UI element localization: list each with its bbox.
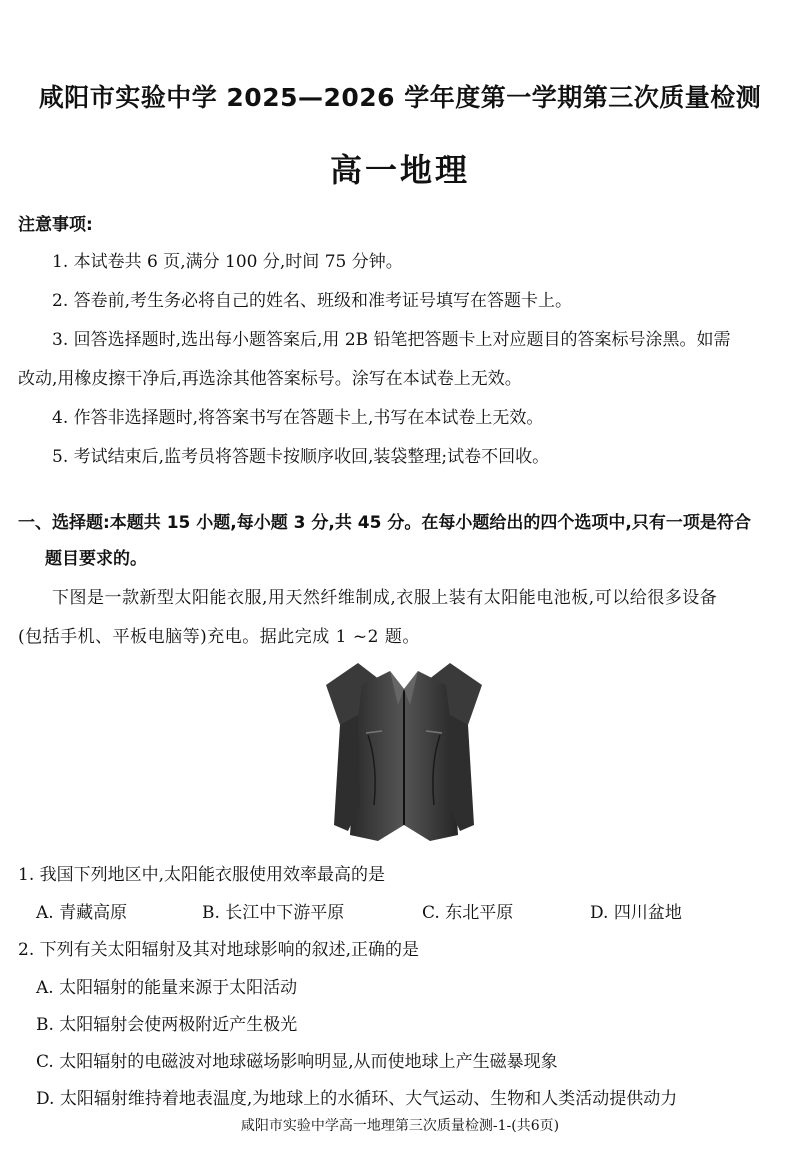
question-option: D. 太阳辐射维持着地表温度,为地球上的水循环、大气运动、生物和人类活动提供动力 [36, 1089, 678, 1109]
notice-heading: 注意事项: [18, 215, 93, 235]
question-option: A. 青藏高原 [36, 903, 128, 923]
exam-title: 咸阳市实验中学 2025—2026 学年度第一学期第三次质量检测 [38, 83, 762, 112]
notice-item: 4. 作答非选择题时,将答案书写在答题卡上,书写在本试卷上无效。 [52, 408, 544, 428]
question-option: B. 太阳辐射会使两极附近产生极光 [36, 1015, 298, 1035]
material-intro: (包括手机、平板电脑等)充电。据此完成 1 ~2 题。 [18, 627, 420, 647]
subject-title: 高一地理 [329, 151, 470, 189]
notice-item: 1. 本试卷共 6 页,满分 100 分,时间 75 分钟。 [52, 252, 403, 272]
question-stem: 1. 我国下列地区中,太阳能衣服使用效率最高的是 [18, 865, 386, 885]
notice-item: 2. 答卷前,考生务必将自己的姓名、班级和准考证号填写在答题卡上。 [52, 291, 573, 311]
question-option: C. 太阳辐射的电磁波对地球磁场影响明显,从而使地球上产生磁暴现象 [36, 1052, 558, 1072]
notice-item: 3. 回答选择题时,选出每小题答案后,用 2B 铅笔把答题卡上对应题目的答案标号涂黑。如需 [52, 330, 731, 350]
page-footer: 咸阳市实验中学高一地理第三次质量检测-1-(共6页) [240, 1118, 560, 1134]
material-intro: 下图是一款新型太阳能衣服,用天然纤维制成,衣服上装有太阳能电池板,可以给很多设备 [52, 588, 718, 608]
question-option: C. 东北平原 [422, 903, 514, 923]
question-option: B. 长江中下游平原 [202, 903, 345, 923]
section-heading-line: 一、选择题:本题共 15 小题,每小题 3 分,共 45 分。在每小题给出的四个选项中,只有一项是符合 [18, 513, 751, 533]
solar-jacket-icon [318, 655, 490, 843]
question-option: A. 太阳辐射的能量来源于太阳活动 [36, 978, 298, 998]
notice-item-continued: 改动,用橡皮擦干净后,再选涂其他答案标号。涂写在本试卷上无效。 [18, 369, 522, 389]
notice-item: 5. 考试结束后,监考员将答题卡按顺序收回,装袋整理;试卷不回收。 [52, 447, 550, 467]
solar-jacket-image [318, 655, 490, 843]
section-heading-line: 题目要求的。 [45, 549, 147, 569]
section-heading [18, 505, 788, 577]
question-stem: 2. 下列有关太阳辐射及其对地球影响的叙述,正确的是 [18, 940, 420, 960]
question-option: D. 四川盆地 [590, 903, 682, 923]
